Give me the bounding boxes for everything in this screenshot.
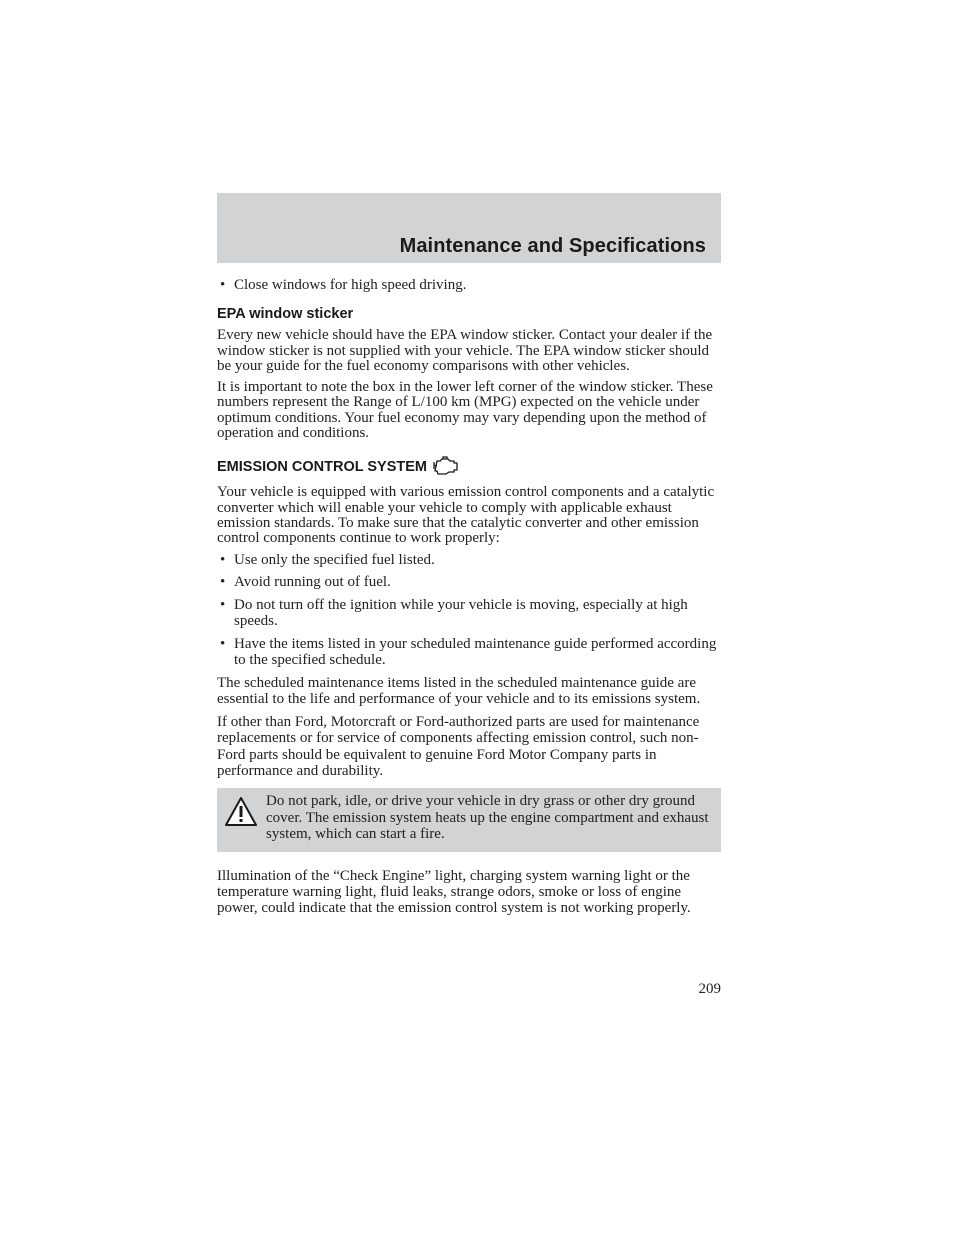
section-header [217,193,721,263]
illumination-paragraph: Illumination of the “Check Engine” light, charging system warning light or the temperature warning light, fluid leaks, strange odors, smoke or loss of engine power, could indicate that the emission control system is not working properly. [217,867,691,917]
epa-heading: EPA window sticker [217,306,354,323]
emission-bullet-list [217,553,721,669]
intro-bullet-text: Close windows for high speed driving. [234,277,467,293]
list-item: • Use only the specified fuel listed. [220,551,435,568]
check-engine-icon [432,455,462,479]
list-item: • Do not turn off the ignition while your vehicle is moving, especially at high speeds. [220,597,688,630]
list-item: • Avoid running out of fuel. [220,573,391,590]
warning-triangle-icon [224,796,258,828]
manual-page [217,193,721,997]
intro-bullet: • Close windows for high speed driving. [220,277,467,293]
emission-intro: Your vehicle is equipped with various emission control components and a catalytic converter which will enable your vehicle to comply with applicable exhaust emission standards. To make sure that the catalytic converter and other emission control components continue to work properly: [217,484,715,547]
page-number: 209 [698,981,721,997]
page-title: Maintenance and Specifications [399,235,706,257]
list-item: • Have the items listed in your scheduled maintenance guide performed according to the specified schedule. [220,636,717,669]
emission-heading [217,455,721,479]
warning-box [217,788,721,852]
maintenance-paragraph: The scheduled maintenance items listed in the scheduled maintenance guide are essential to the life and performance of your vehicle and to its emissions system. [217,675,701,708]
epa-paragraph-2: It is important to note the box in the lower left corner of the window sticker. These numbers represent the Range of L/100 km (MPG) expected on the vehicle under optimum conditions. Your fuel economy may vary depending upon the method of operation and conditions. [217,379,713,442]
warning-text: Do not park, idle, or drive your vehicle in dry grass or other dry ground cover. The emission system heats up the engine compartment and exhaust system, which can start a fire. [266,793,709,843]
epa-paragraph-1: Every new vehicle should have the EPA window sticker. Contact your dealer if the window sticker is not supplied with your vehicle. The EPA window sticker should be your guide for the fuel economy comparisons with other vehicles. [217,327,713,374]
emission-heading-text: EMISSION CONTROL SYSTEM [217,459,428,476]
parts-paragraph: If other than Ford, Motorcraft or Ford-authorized parts are used for maintenance replacements or for service of components affecting emission control, such non-Ford parts should be equivalent to genuine Ford Motor Company parts in performance and durability. [217,714,700,780]
